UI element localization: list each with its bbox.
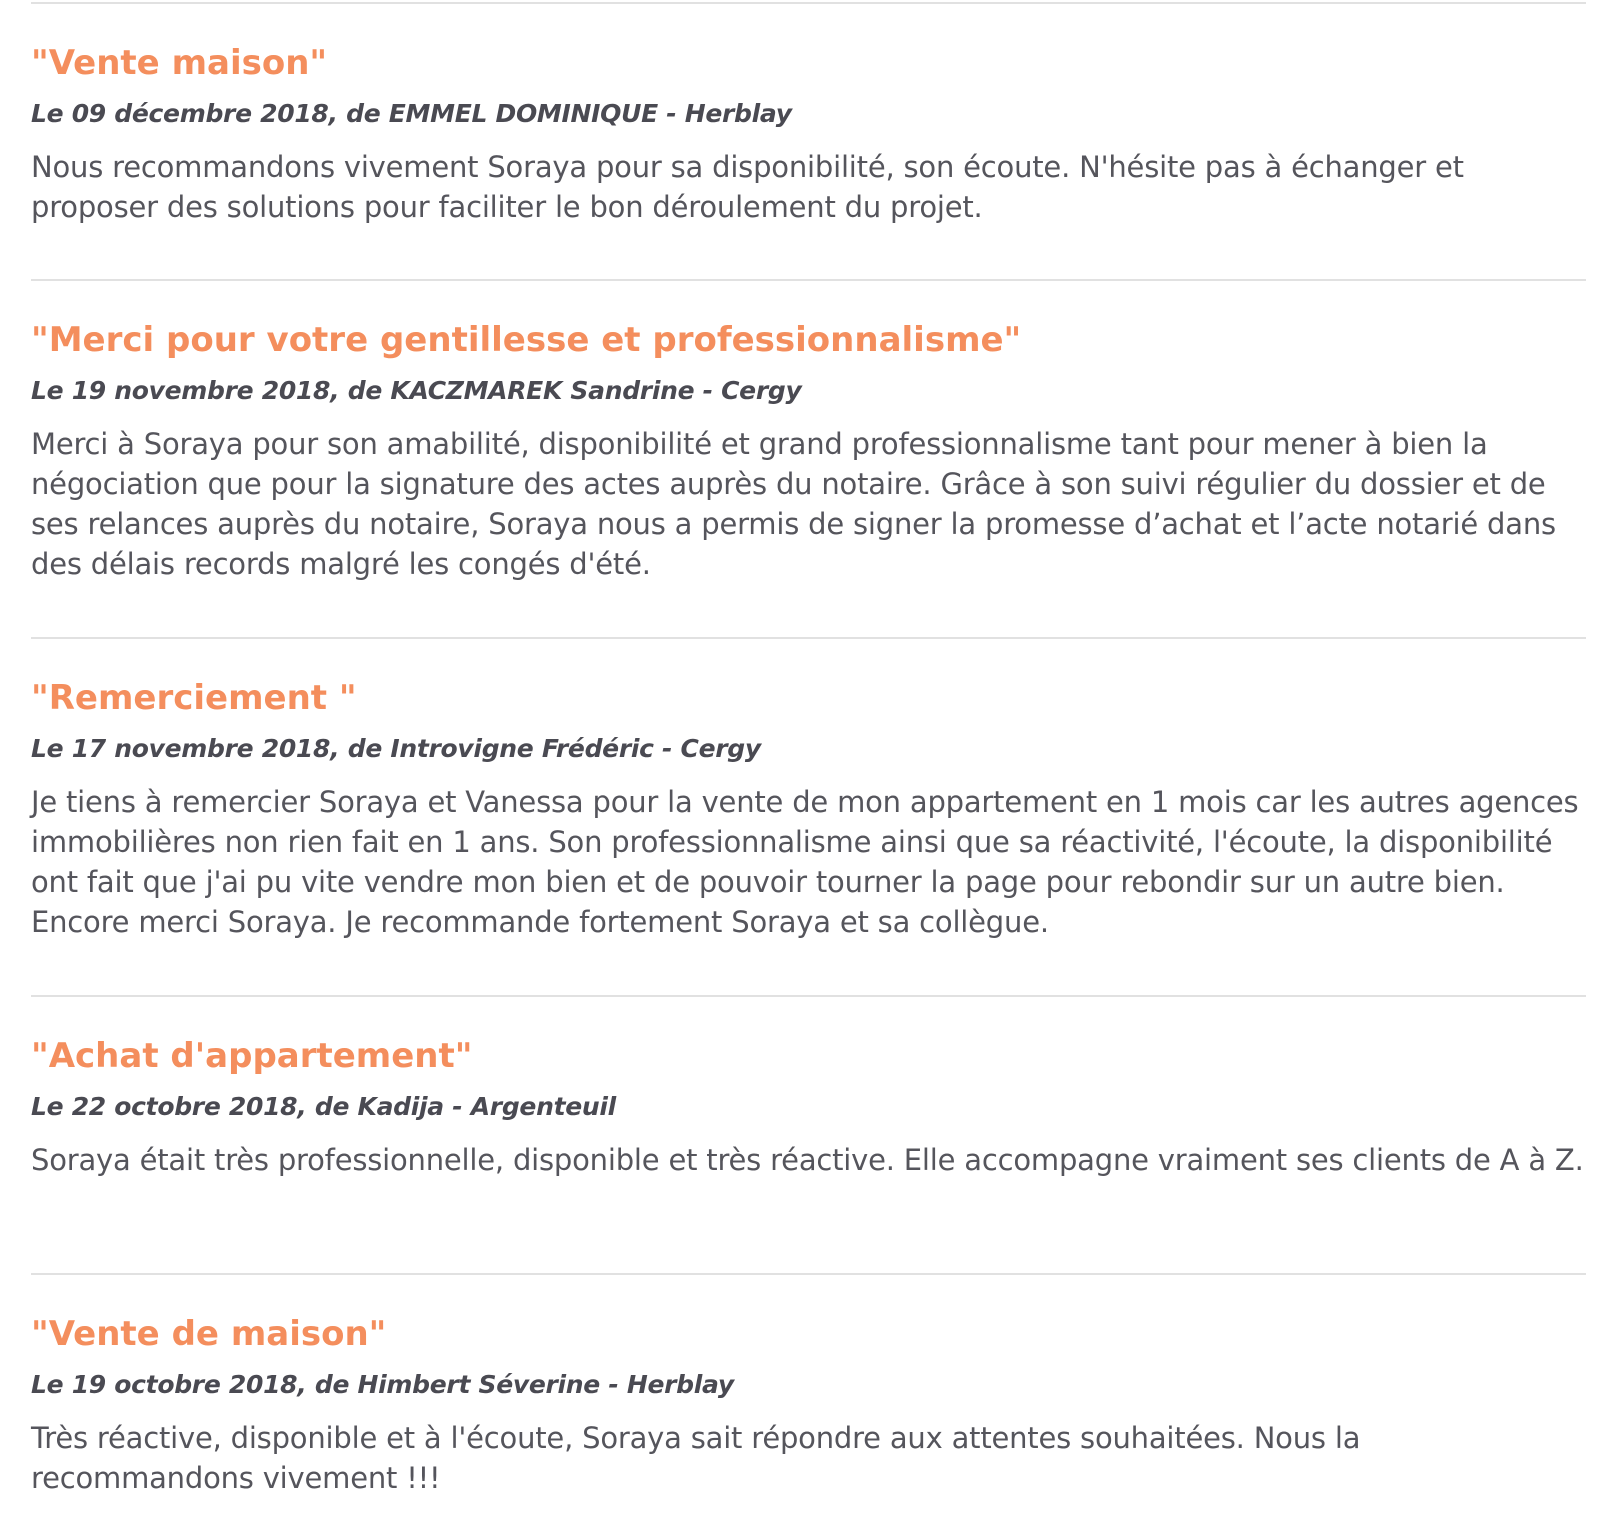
- review-meta: Le 19 novembre 2018, de KACZMAREK Sandrine - Cergy: [31, 376, 802, 405]
- divider: [31, 637, 1586, 639]
- review-text: Soraya était très professionnelle, disponible et très réactive. Elle accompagne vraiment ses clients de A à Z.: [31, 1143, 1584, 1177]
- review-meta: Le 22 octobre 2018, de Kadija - Argenteuil: [31, 1092, 616, 1121]
- review-title: "Achat d'appartement": [31, 1036, 473, 1076]
- review-text: Merci à Soraya pour son amabilité, disponibilité et grand professionnalisme tant pour mener à bien la négociation que pour la signature des actes auprès du notaire. Grâce à son suivi régulier du dossier et de ses relances auprès du notaire, Soraya nous a permis de signer la promesse d’achat et l’acte notarié dans des délais records malgré les congés d'été.: [31, 427, 1556, 581]
- review-meta: Le 19 octobre 2018, de Himbert Séverine - Herblay: [31, 1370, 734, 1399]
- review-item: [31, 320, 1586, 584]
- review-title: "Merci pour votre gentillesse et professionnalisme": [31, 320, 1022, 360]
- review-title: "Remerciement ": [31, 678, 357, 718]
- review-title: "Vente de maison": [31, 1314, 387, 1354]
- review-item: [31, 1314, 1586, 1498]
- review-item: [31, 1036, 1586, 1180]
- review-item: [31, 43, 1586, 227]
- review-text: Très réactive, disponible et à l'écoute, Soraya sait répondre aux attentes souhaitées. Nous la recommandons vivement !!!: [31, 1421, 1361, 1495]
- review-meta: Le 17 novembre 2018, de Introvigne Frédéric - Cergy: [31, 734, 761, 763]
- review-meta: Le 09 décembre 2018, de EMMEL DOMINIQUE - Herblay: [31, 99, 792, 128]
- divider: [31, 279, 1586, 281]
- review-title: "Vente maison": [31, 43, 328, 83]
- review-text: Nous recommandons vivement Soraya pour sa disponibilité, son écoute. N'hésite pas à échanger et proposer des solutions pour faciliter le bon déroulement du projet.: [31, 150, 1464, 224]
- review-text: Je tiens à remercier Soraya et Vanessa pour la vente de mon appartement en 1 mois car les autres agences immobilières non rien fait en 1 ans. Son professionnalisme ainsi que sa réactivité, l'écoute, la disponibilité ont fait que j'ai pu vite vendre mon bien et de pouvoir tourner la page pour rebondir sur un autre bien. Encore merci Soraya. Je recommande fortement Soraya et sa collègue.: [31, 785, 1579, 939]
- review-item: [31, 678, 1586, 942]
- divider: [31, 995, 1586, 997]
- divider: [31, 2, 1586, 4]
- divider: [31, 1273, 1586, 1275]
